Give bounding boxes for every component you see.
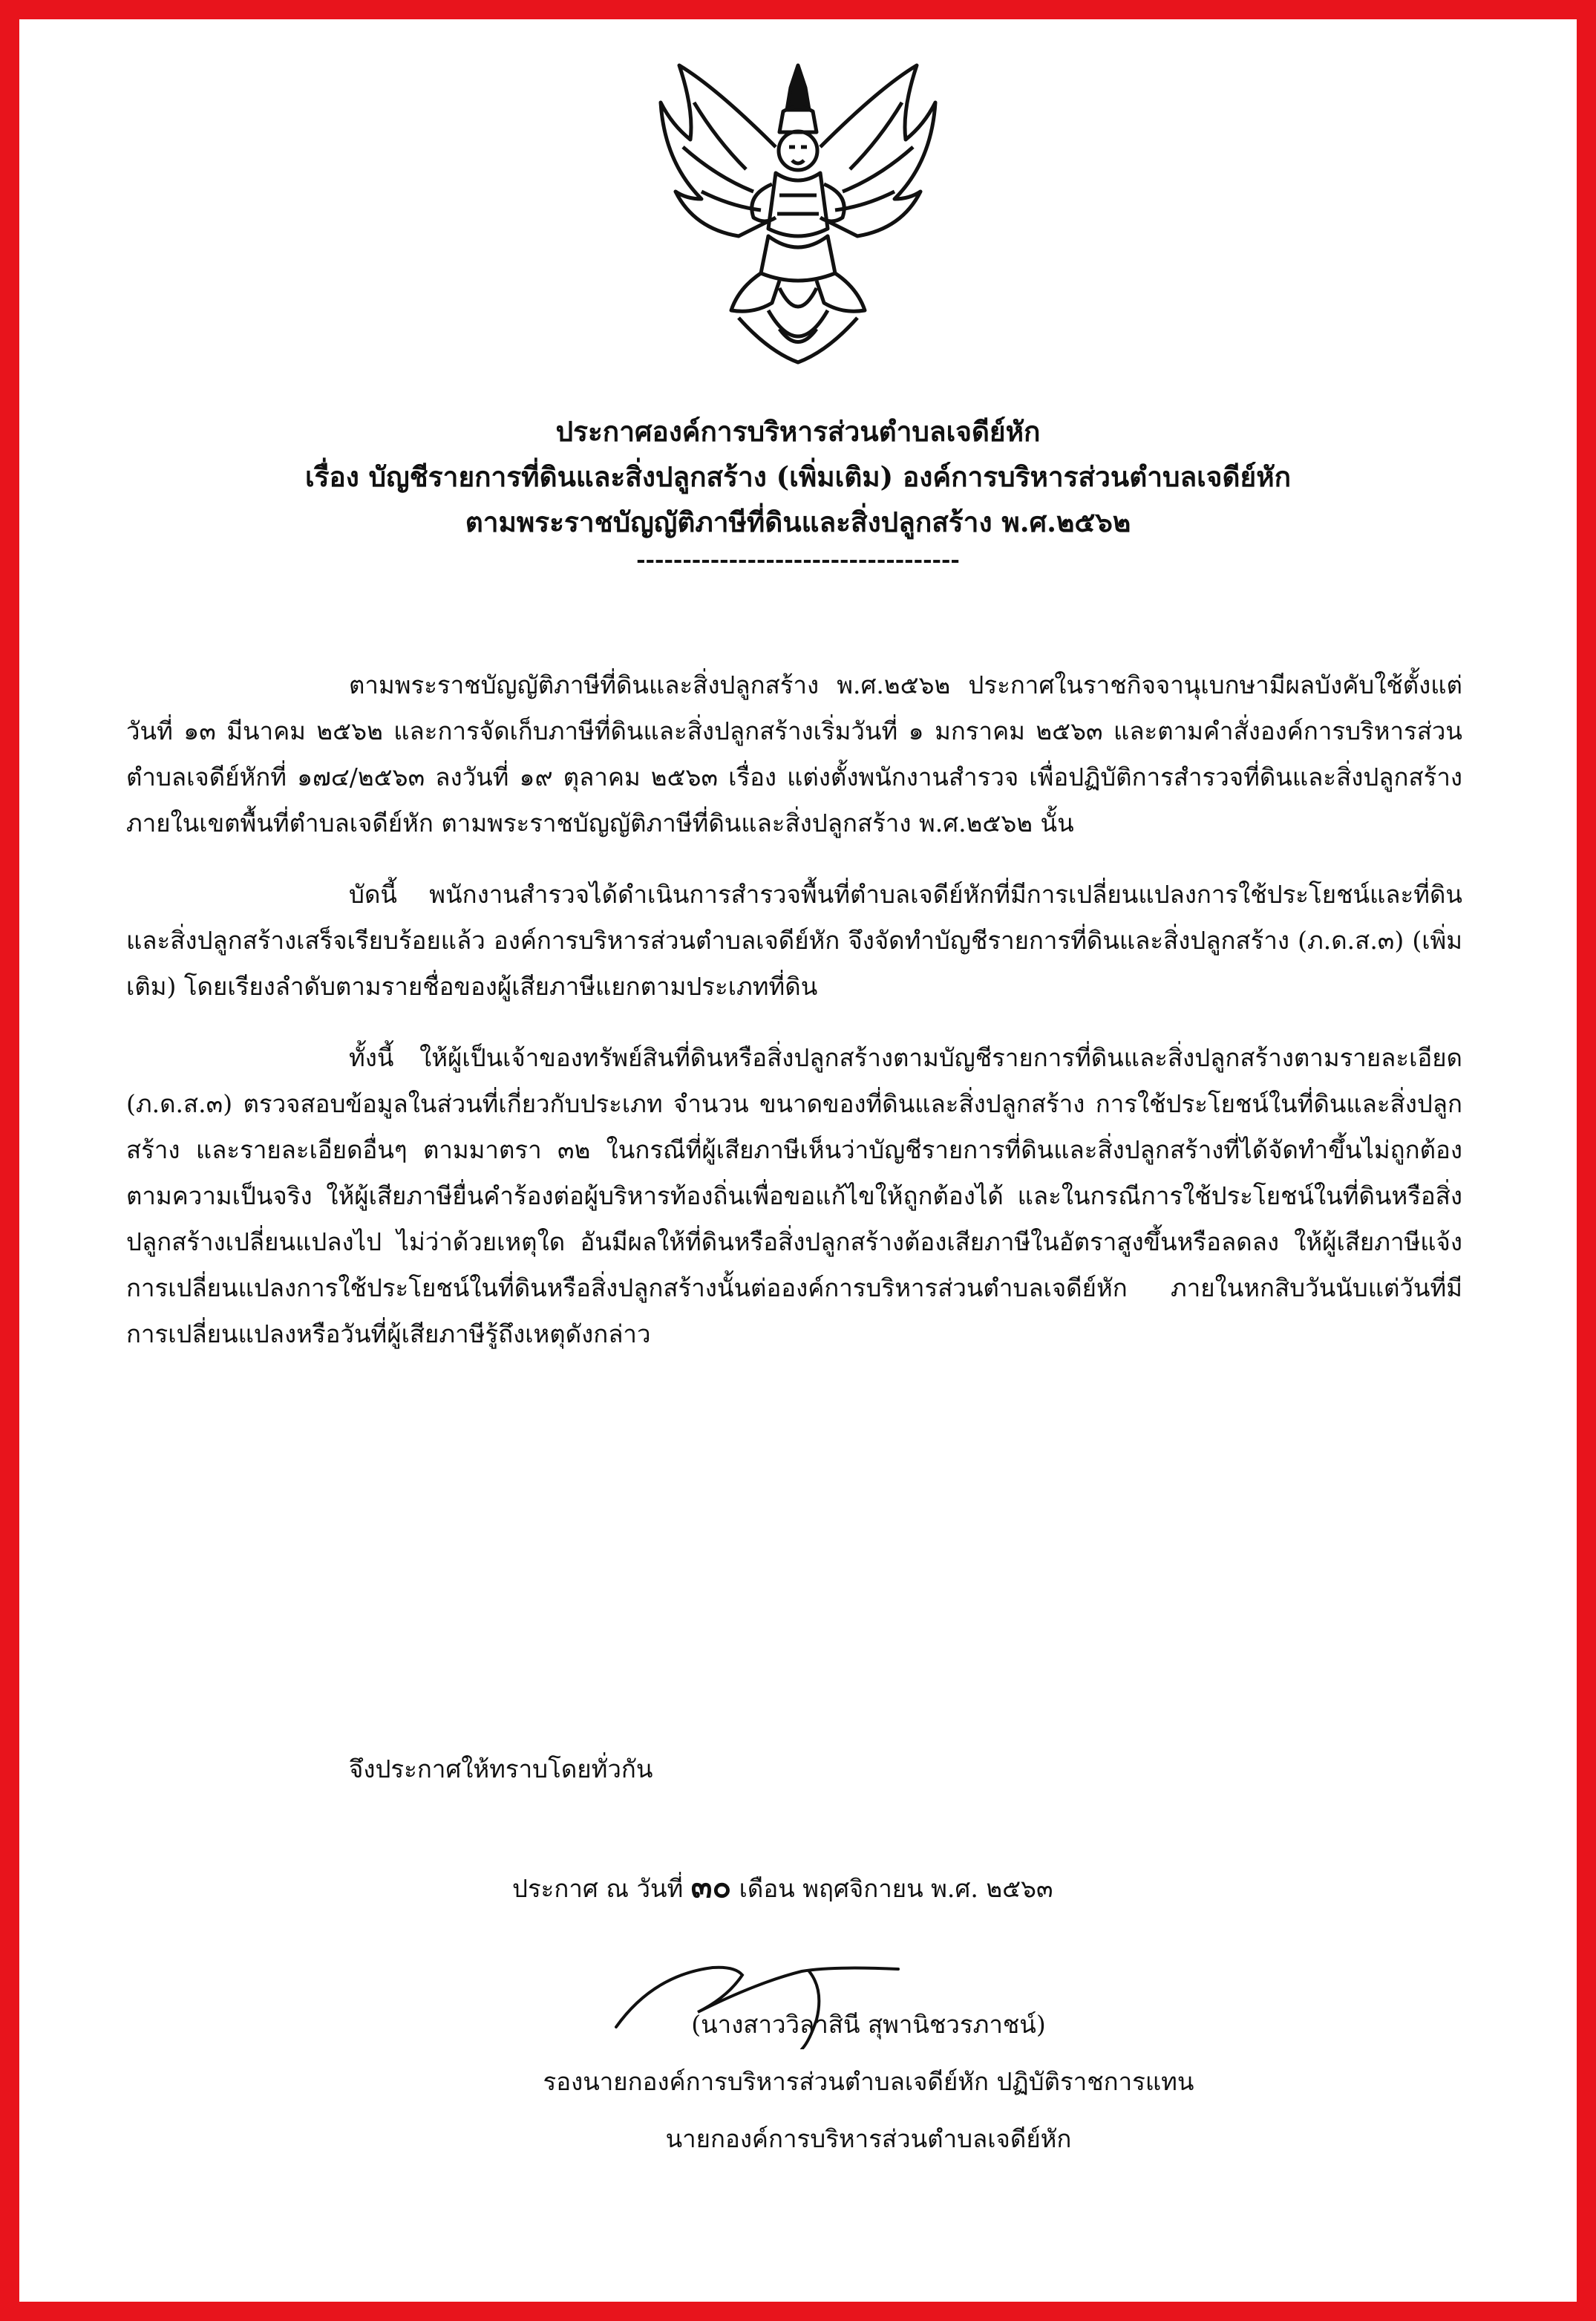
- date-prefix: ประกาศ ณ วันที่: [512, 1874, 684, 1903]
- date-day: ๓๐: [690, 1868, 732, 1904]
- header-separator: -----------------------------------: [636, 546, 960, 573]
- closing-statement: จึงประกาศให้ทราบโดยทั่วกัน: [349, 1754, 653, 1783]
- header-act: ตามพระราชบัญญัติภาษีที่ดินและสิ่งปลูกสร้าง พ.ศ.๒๕๖๒: [465, 505, 1131, 538]
- announcement-date: [512, 1862, 1053, 1911]
- signatory-name: (นางสาววิลาสินี สุพานิชวรภาชน์): [691, 2010, 1046, 2039]
- signatory-position-1: รองนายกองค์การบริหารส่วนตำบลเจดีย์หัก ปฏิบัติราชการแทน: [543, 2067, 1194, 2096]
- paragraph-1: ตามพระราชบัญญัติภาษีที่ดินและสิ่งปลูกสร้าง พ.ศ.๒๕๖๒ ประกาศในราชกิจจานุเบกษามีผลบังคับใช้ตั้งแต่วันที่ ๑๓ มีนาคม ๒๕๖๒ และการจัดเก็บภาษีที่ดินและสิ่งปลูกสร้างเริ่มวันที่ ๑ มกราคม ๒๕๖๓ และตามคำสั่งองค์การบริหารส่วนตำบลเจดีย์หักที่ ๑๗๔/๒๕๖๓ ลงวันที่ ๑๙ ตุลาคม ๒๕๖๓ เรื่อง แต่งตั้งพนักงานสำรวจ เพื่อปฏิบัติการสำรวจที่ดินและสิ่งปลูกสร้างภายในเขตพื้นที่ตำบลเจดีย์หัก ตามพระราชบัญญัติภาษีที่ดินและสิ่งปลูกสร้าง พ.ศ.๒๕๖๒ นั้น: [126, 670, 1462, 838]
- header-title: ประกาศองค์การบริหารส่วนตำบลเจดีย์หัก: [555, 415, 1041, 448]
- paragraph-3: ทั้งนี้ ให้ผู้เป็นเจ้าของทรัพย์สินที่ดินหรือสิ่งปลูกสร้างตามบัญชีรายการที่ดินและสิ่งปลูกสร้างตามรายละเอียด (ภ.ด.ส.๓) ตรวจสอบข้อมูลในส่วนที่เกี่ยวกับประเภท จำนวน ขนาดของที่ดินและสิ่งปลูกสร้าง การใช้ประโยชน์ในที่ดินและสิ่งปลูกสร้าง และรายละเอียดอื่นๆ ตามมาตรา ๓๒ ในกรณีที่ผู้เสียภาษีเห็นว่าบัญชีรายการที่ดินและสิ่งปลูกสร้างที่ได้จัดทำขึ้นไม่ถูกต้องตามความเป็นจริง ให้ผู้เสียภาษียื่นคำร้องต่อผู้บริหารท้องถิ่นเพื่อขอแก้ไขให้ถูกต้องได้ และในกรณีการใช้ประโยชน์ในที่ดินหรือสิ่งปลูกสร้างเปลี่ยนแปลงไป ไม่ว่าด้วยเหตุใด อันมีผลให้ที่ดินหรือสิ่งปลูกสร้างต้องเสียภาษีในอัตราสูงขึ้นหรือลดลง ให้ผู้เสียภาษีแจ้งการเปลี่ยนแปลงการใช้ประโยชน์ในที่ดินหรือสิ่งปลูกสร้างนั้นต่อองค์การบริหารส่วนตำบลเจดีย์หัก ภายในหกสิบวันนับแต่วันที่มีการเปลี่ยนแปลงหรือวันที่ผู้เสียภาษีรู้ถึงเหตุดังกล่าว: [126, 1043, 1462, 1348]
- document-header: [89, 417, 1507, 573]
- paragraph-2: บัดนี้ พนักงานสำรวจได้ดำเนินการสำรวจพื้นที่ตำบลเจดีย์หักที่มีการเปลี่ยนแปลงการใช้ประโยชน์และที่ดินและสิ่งปลูกสร้างเสร็จเรียบร้อยแล้ว องค์การบริหารส่วนตำบลเจดีย์หัก จึงจัดทำบัญชีรายการที่ดินและสิ่งปลูกสร้าง (ภ.ด.ส.๓) (เพิ่มเติม) โดยเรียงลำดับตามรายชื่อของผู้เสียภาษีแยกตามประเภทที่ดิน: [126, 880, 1462, 1001]
- date-suffix: เดือน พฤศจิกายน พ.ศ. ๒๕๖๓: [739, 1874, 1053, 1903]
- signatory-position-2: นายกองค์การบริหารส่วนตำบลเจดีย์หัก: [665, 2124, 1072, 2153]
- signature-block: [460, 2005, 1277, 2158]
- garuda-emblem-icon: [650, 58, 946, 370]
- header-subject: เรื่อง บัญชีรายการที่ดินและสิ่งปลูกสร้าง (เพิ่มเติม) องค์การบริหารส่วนตำบลเจดีย์หัก: [304, 460, 1291, 493]
- document-body: [126, 662, 1462, 1383]
